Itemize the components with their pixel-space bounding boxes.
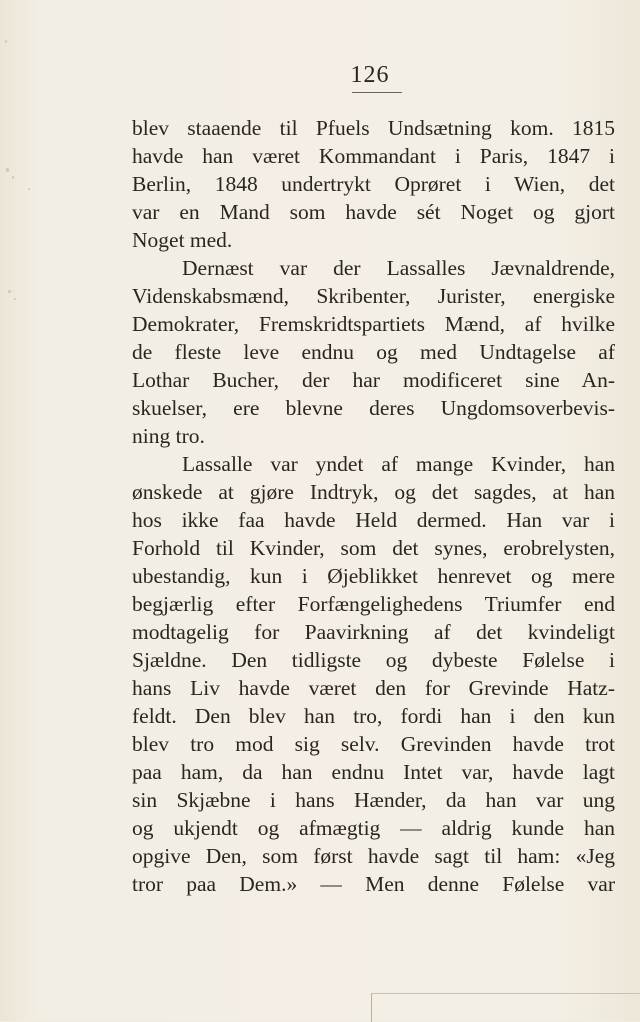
speck xyxy=(28,188,30,190)
speck xyxy=(12,176,14,179)
text-line: var en Mand som havde sét Noget og gjort xyxy=(132,200,615,224)
body-text xyxy=(132,114,615,898)
text-line: Lothar Bucher, der har modificeret sine An- xyxy=(132,368,615,392)
speck xyxy=(14,298,16,300)
text-line: ning tro. xyxy=(132,424,205,448)
text-line: Berlin, 1848 undertrykt Oprøret i Wien, det xyxy=(132,172,615,196)
text-line: opgive Den, som først havde sagt til ham: «Jeg xyxy=(132,844,615,868)
text-line: Demokrater, Fremskridtspartiets Mænd, af hvilke xyxy=(132,312,615,336)
text-line: begjærlig efter Forfængelighedens Triumfer end xyxy=(132,592,615,616)
text-line: Videnskabsmænd, Skribenter, Jurister, energiske xyxy=(132,284,615,308)
text-line: modtagelig for Paavirkning af det kvindeligt xyxy=(132,620,615,644)
text-line: Sjældne. Den tidligste og dybeste Følelse i xyxy=(132,648,615,672)
text-line: blev staaende til Pfuels Undsætning kom. 1815 xyxy=(132,116,615,140)
scan-edge-mark xyxy=(371,993,640,1022)
page-edge-specks xyxy=(0,0,40,1021)
text-line: Forhold til Kvinder, som det synes, erobrelysten, xyxy=(132,536,615,560)
text-line: og ukjendt og afmægtig — aldrig kunde han xyxy=(132,816,615,840)
text-line: blev tro mod sig selv. Grevinden havde trot xyxy=(132,732,615,756)
speck xyxy=(5,40,7,43)
text-line: Lassalle var yndet af mange Kvinder, han xyxy=(182,452,615,476)
text-line: hans Liv havde været den for Grevinde Hatz- xyxy=(132,676,615,700)
page-number-rule xyxy=(352,92,402,93)
text-line: de fleste leve endnu og med Undtagelse af xyxy=(132,340,615,364)
text-line: sin Skjæbne i hans Hænder, da han var ung xyxy=(132,788,615,812)
text-line: tror paa Dem.» — Men denne Følelse var xyxy=(132,872,615,896)
text-line: Dernæst var der Lassalles Jævnaldrende, xyxy=(182,256,615,280)
speck xyxy=(8,290,11,293)
text-line: paa ham, da han endnu Intet var, havde lagt xyxy=(132,760,615,784)
text-line: ubestandig, kun i Øjeblikket henrevet og mere xyxy=(132,564,615,588)
speck xyxy=(6,168,9,172)
text-line: feldt. Den blev han tro, fordi han i den kun xyxy=(132,704,615,728)
text-line: havde han været Kommandant i Paris, 1847 i xyxy=(132,144,615,168)
page-number: 126 xyxy=(350,62,390,88)
text-line: hos ikke faa havde Held dermed. Han var i xyxy=(132,508,615,532)
text-line: skuelser, ere blevne deres Ungdomsoverbevis- xyxy=(132,396,615,420)
text-line: Noget med. xyxy=(132,228,233,252)
text-line: ønskede at gjøre Indtryk, og det sagdes, at han xyxy=(132,480,615,504)
